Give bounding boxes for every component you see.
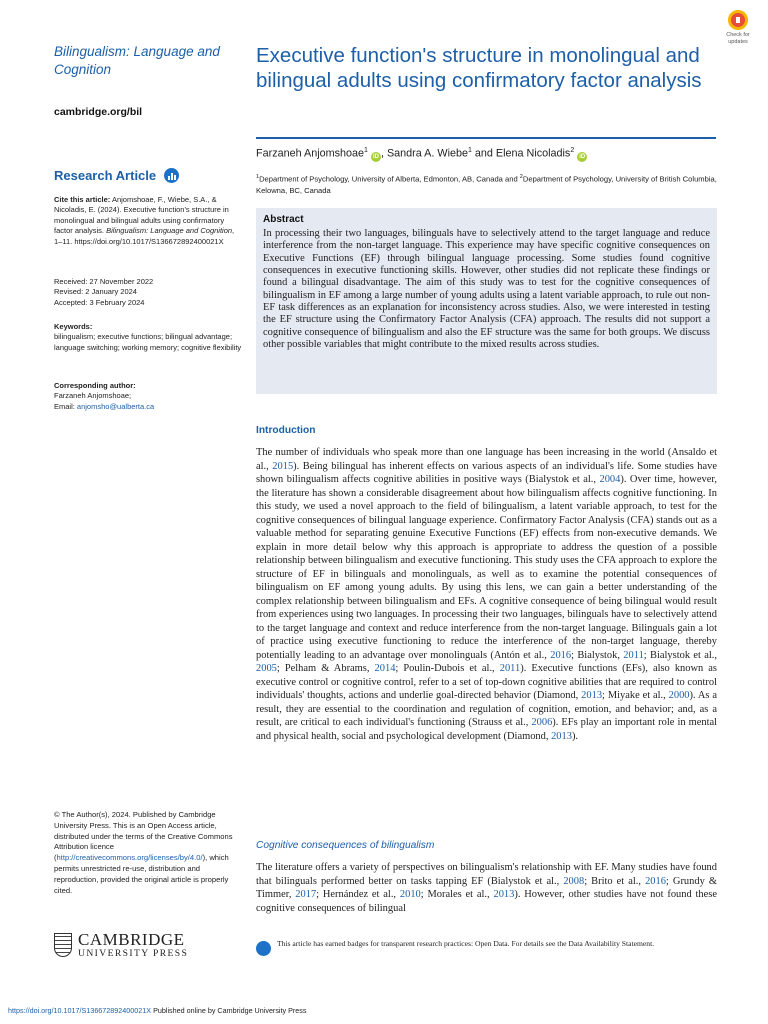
citation-block	[54, 195, 244, 247]
license-text-after: ), which permits unrestricted re-use, distribution and reproduction, provided the original article is properly cited.	[54, 853, 229, 895]
author-3[interactable]: and Elena Nicoladis	[471, 147, 571, 160]
email-label: Email:	[54, 401, 77, 411]
cite-journal: Bilingualism: Language and Cognition	[106, 226, 233, 236]
author-1-affil: 1	[364, 147, 368, 154]
citation-link[interactable]: 2011	[499, 663, 521, 674]
citation-link[interactable]: 2015	[272, 460, 294, 472]
accepted-date: Accepted: 3 February 2024	[54, 297, 145, 307]
citation-link[interactable]: 2013	[551, 730, 572, 742]
citation-link[interactable]: 2011	[623, 649, 644, 661]
abstract-heading: Abstract	[263, 214, 304, 225]
license-link[interactable]: http://creativecommons.org/licenses/by/4.0/	[56, 853, 203, 863]
license-text-before: © The Author(s), 2024. Published by Cambridge University Press. This is an Open Access article, distributed under the terms of the Creative Commons Attribution licence (	[54, 810, 233, 863]
author-1[interactable]: Farzaneh Anjomshoae	[256, 147, 365, 160]
keywords-label: Keywords:	[54, 322, 93, 331]
affil-sup-1: 1	[256, 174, 260, 180]
corresponding-block	[54, 381, 244, 412]
citation-link[interactable]: 2016	[645, 875, 666, 887]
citation-link[interactable]: 2005	[256, 663, 277, 674]
check-updates-line1: Check for	[726, 32, 750, 38]
citation-link[interactable]: 2004	[599, 474, 621, 485]
license-block	[54, 810, 244, 896]
corresponding-label: Corresponding author:	[54, 381, 136, 390]
revised-date: Revised: 2 January 2024	[54, 287, 137, 297]
cognitive-consequences-text: The literature offers a variety of perspectives on bilingualism's relationship with EF. Many studies have found that bilinguals performed better on tasks tapping EF (Bialystok et al., 2008; Brito et al., 2016; Grundy & Timmer, 2017; Hernández et al., 2010; Morales et al., 2013). However, other studies have not found these cognitive consequences of bilingual	[256, 862, 717, 914]
cite-authors: Anjomshoae, F., Wiebe, S.A., & Nicoladis, E. (2024). Executive function's structure in monolingual and bilingual adults using confirmatory factor analysis.	[54, 195, 229, 236]
article-type	[54, 168, 179, 183]
citation-link[interactable]: 2000	[668, 690, 690, 701]
affil-1: Department of Psychology, University of Alberta, Edmonton, AB, Canada and	[259, 174, 520, 184]
open-data-note-text: This article has earned badges for transparent research practices: Open Data. For details see the Data Availability Statement.	[277, 939, 655, 948]
citation-link[interactable]: 2013	[493, 889, 515, 900]
logo-line1: CAMBRIDGE	[78, 930, 185, 949]
cambridge-logo	[54, 931, 188, 959]
open-data-badge-icon	[164, 168, 179, 183]
citation-link[interactable]: 2013	[581, 690, 603, 701]
check-updates-line2: updates	[728, 38, 748, 45]
affil-sup-2: 2	[519, 174, 523, 180]
citation-link[interactable]: 2016	[550, 649, 572, 661]
dates-block	[54, 277, 244, 308]
cite-label: Cite this article:	[54, 195, 111, 204]
corresponding-name: Farzaneh Anjomshoae;	[54, 391, 132, 401]
citation-link[interactable]: 2008	[563, 875, 585, 887]
title-divider	[256, 137, 716, 139]
footer-doi-link[interactable]: https://doi.org/10.1017/S136672892400021X	[8, 1006, 152, 1015]
received-date: Received: 27 November 2022	[54, 277, 154, 286]
author-2-affil: 1	[467, 147, 472, 154]
orcid-icon[interactable]: iD	[372, 153, 379, 160]
abstract-box	[256, 208, 717, 394]
open-data-icon	[256, 941, 271, 956]
cambridge-shield-icon	[54, 933, 72, 957]
page-footer	[8, 1006, 306, 1015]
email-link[interactable]: anjomsho@ualberta.ca	[76, 401, 155, 411]
citation-link[interactable]: 2017	[295, 889, 317, 900]
cite-doi[interactable]: https://doi.org/10.1017/S136672892400021X	[74, 236, 224, 246]
footer-text: Published online by Cambridge University Press	[151, 1006, 307, 1015]
author-3-affil: 2	[570, 147, 575, 154]
journal-site-link[interactable]: cambridge.org/bil	[54, 106, 143, 118]
introduction-heading: Introduction	[256, 425, 316, 436]
keywords-block	[54, 322, 244, 353]
logo-line2: UNIVERSITY PRESS	[78, 948, 189, 959]
keywords-text: bilingualism; executive functions; bilingual advantage; language switching; working memory; cognitive flexibility	[54, 332, 242, 352]
journal-name[interactable]: Bilingualism: Language and Cognition	[54, 44, 220, 77]
open-data-note	[256, 939, 717, 956]
abstract-text: In processing their two languages, bilinguals have to selectively attend to the target language and reduce interference from the non-target language. This experience may have specific cognitive consequences on Executive Functions (EF) through bilingual language processing. Some studies found cognitive consequences in executive functioning skills. However, other studies did not replicate these findings or found a bilingual disadvantage. The aim of this study was to test for the cognitive consequences of bilingualism in EF among a large number of young adults using a latent variable approach, to rule out non-EF task differences as an explanation for inconsistency across studies. Also, we were interested in testing the EF structure using the Confirmatory Factor Analysis (CFA) approach. The results did not support a cognitive consequence of bilingualism and also the EF structure was the same for both groups. We discuss other possible variables that might contribute to the mixed results across studies.	[263, 228, 710, 351]
cognitive-consequences-heading: Cognitive consequences of bilingualism	[256, 840, 435, 851]
check-updates-icon	[728, 10, 748, 30]
orcid-icon[interactable]: iD	[579, 153, 586, 160]
citation-link[interactable]: 2006	[531, 717, 553, 728]
affiliations	[256, 172, 726, 197]
author-2[interactable]: , Sandra A. Wiebe	[380, 147, 468, 160]
author-list	[256, 144, 716, 162]
cite-pages: , 1–11.	[54, 226, 235, 246]
article-type-label: Research Article	[54, 168, 157, 183]
introduction-text: The number of individuals who speak more than one language has been increasing in the world (Ansaldo et al., 2015). Being bilingual has inherent effects on various aspects of an individual's life. Some studies have shown bilingualism affects cognitive abilities in positive ways (Bialystok et al., 2004). Over time, however, the literature has shown a considerable disagreement about how bilingualism affects cognitive functioning. In this study, we used a novel approach to the field of bilingualism, a latent variable approach, to test for the cognitive consequences of bilingual language experience. Confirmatory Factor Analysis (CFA) stands out as a valuable method for separating genuine Executive Functions (EF) effects from non-executive demands. We explain in more detail below why this approach is appropriate to address the question of a possible relationship between bilingualism and executive functioning. This study uses the CFA approach to explore the structure of EF in bilinguals and monolinguals, as well as to examine the potential consequences of bilingualism on EF among young adults. By using this lens, we can gain a better understanding of the complex relationship between bilingualism and EFs. A cognitive consequence of being bilingual would result from experiences using two languages. In processing their two languages, bilinguals have to selectively attend to the target language and context and reduce interference from the non-target language. Bilinguals gain a lot of practice using executive functioning to reduce the interference of the non-target language, thereby potentially leading to an advantage over monolinguals (Antón et al., 2016; Bialystok, 2011; Bialystok et al., 2005; Pelham & Abrams, 2014; Poulin-Dubois et al., 2011). Executive functions (EFs), also known as executive control or cognitive control, refer to a set of top-down cognitive abilities that are required to control individuals' thoughts, actions and underlie goal-directed behavior (Diamond, 2013; Miyake et al., 2000). As a result, they are essential to the coordination and regulation of cognition, emotion, and behavior; and, as a result, are critical to each individual's functioning (Strauss et al., 2006). EFs play an important role in mental and physical health, social and psychological development (Diamond, 2013).	[256, 447, 717, 742]
citation-link[interactable]: 2010	[399, 889, 421, 900]
affil-2: Department of Psychology, University of British Columbia, Kelowna, BC, Canada	[256, 174, 717, 196]
citation-link[interactable]: 2014	[374, 663, 396, 674]
article-title: Executive function's structure in monolingual and bilingual adults using confirmatory factor analysis	[256, 44, 702, 92]
